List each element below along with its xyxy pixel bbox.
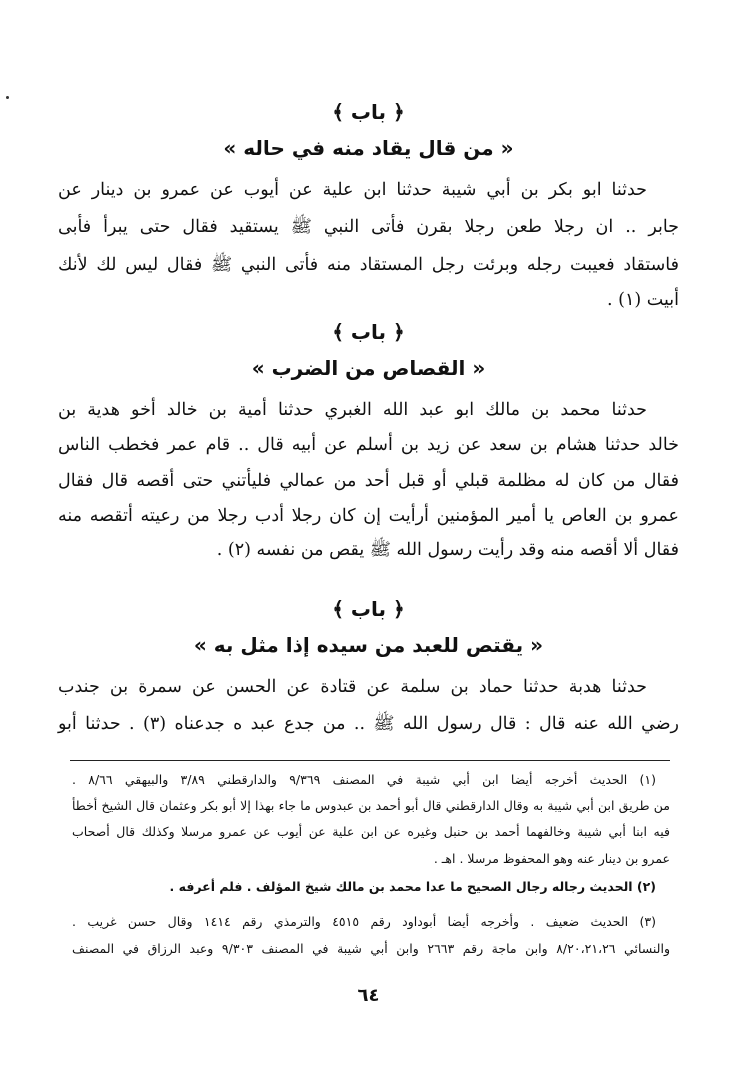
scan-speck (6, 96, 9, 99)
section-2-line-4: عمرو بن العاص يا أمير المؤمنين أرأيت إن كان رجلا أدب رجلا من رعيته أتقصه منه (58, 506, 679, 526)
section-1-title: « من قال يقاد منه في حاله » (223, 136, 514, 160)
section-1-line-4: أبيت (١) . (607, 290, 679, 310)
footnote-1-line-4: عمرو بن دينار عنه وهو المحفوظ مرسلا . اهـ . (433, 851, 670, 866)
section-2-title: « القصاص من الضرب » (251, 356, 486, 380)
footnote-3-line-1: (٣) الحديث ضعيف . وأخرجه أيضا أبوداود رقم ٤٥١٥ والترمذي رقم ١٤١٤ وقال حسن غريب . (72, 914, 656, 929)
footnote-1-line-3: فيه ابنا أبي شيبة وخالفهما أحمد بن حنبل وغيره عن ابن علية عن أيوب عن عمرو مرسلا وكذلك قال أصحاب (72, 824, 670, 839)
footnote-3-line-2: والنسائي ٨/٢٠،٢١،٢٦ وابن ماجة رقم ٢٦٦٣ وابن أبي شيبة في المصنف ٩/٣٠٣ وعبد الرزاق في المصنف (72, 941, 671, 956)
section-3-title: « يقتص للعبد من سيده إذا مثل به » (193, 633, 544, 657)
section-1-line-2: جابر .. ان رجلا طعن رجلا بقرن فأتى النبي ﷺ يستقيد فقال حتى يبرأ فأبى (58, 217, 679, 237)
footnote-2: (٢) الحديث رجاله رجال الصحيح ما عدا محمد بن مالك شيخ المؤلف . فلم أعرفه . (169, 879, 656, 894)
section-2-bab-heading: ﴿ باب ﴾ (332, 320, 405, 344)
section-1-line-1: حدثنا ابو بكر بن أبي شيبة حدثنا ابن علية عن أيوب عن عمرو بن دينار عن (58, 180, 647, 200)
section-3-bab-heading: ﴿ باب ﴾ (332, 597, 405, 621)
section-3-line-1: حدثنا هدبة حدثنا حماد بن سلمة عن قتادة عن الحسن عن سمرة بن جندب (58, 677, 648, 697)
section-1-bab-heading: ﴿ باب ﴾ (332, 100, 405, 124)
page-number: ٦٤ (357, 985, 380, 1006)
footnote-1-line-1: (١) الحديث أخرجه أيضا ابن أبي شيبة في المصنف ٩/٣٦٩ والدارقطني ٣/٨٩ والبيهقي ٨/٦٦ . (72, 772, 656, 787)
section-2-line-2: خالد حدثنا هشام بن سعد عن زيد بن أسلم عن أبيه قال .. قام عمر فخطب الناس (58, 435, 679, 455)
footnote-divider (70, 760, 670, 761)
section-2-line-1: حدثنا محمد بن مالك ابو عبد الله الغبري حدثنا أمية بن خالد أخو هدية بن (58, 400, 647, 420)
section-2-line-5: فقال ألا أقصه منه وقد رأيت رسول الله ﷺ يقص من نفسه (٢) . (216, 540, 679, 560)
footnote-1-line-2: من طريق ابن أبي شيبة به وقال الدارقطني قال أبو أحمد بن عبدوس ما جاء بهذا إلا أبو بكر وعثمان قال الشيخ أخطأ (72, 798, 670, 813)
section-1-line-3: فاستقاد فعيبت رجله وبرئت رجل المستقاد منه فأتى النبي ﷺ فقال ليس لك لأنك (58, 255, 679, 275)
section-2-line-3: فقال من كان له مظلمة قبلي أو قبل أحد من عمالي فليأتني حتى أقصه قال فقال (58, 471, 679, 491)
section-3-line-2: رضي الله عنه قال : قال رسول الله ﷺ .. من جدع عبد ه جدعناه (٣) . حدثنا أبو (58, 714, 680, 734)
